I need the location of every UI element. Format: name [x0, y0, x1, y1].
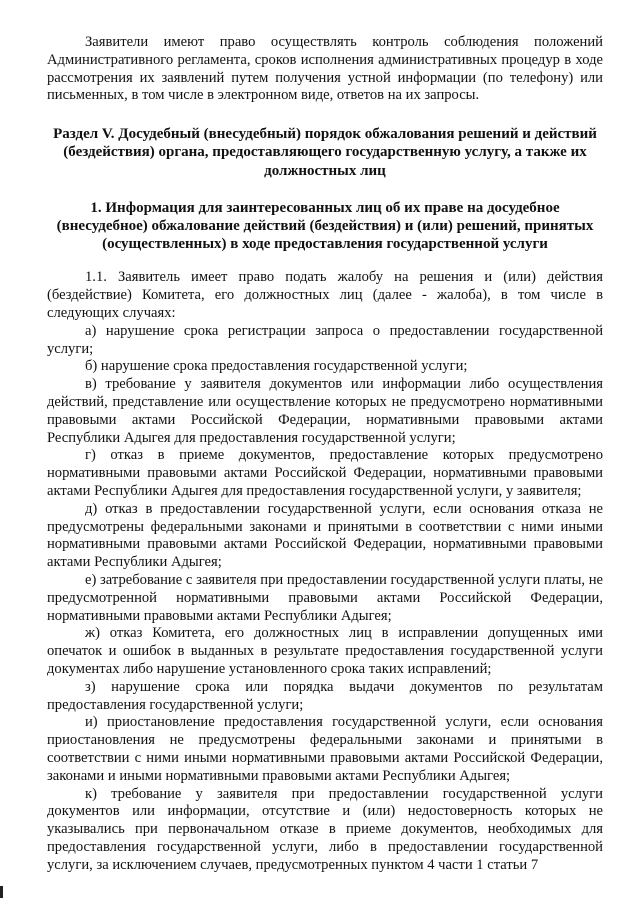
- list-item-d: д) отказ в предоставлении государственной услуги, если основания отказа не предусмотрены федеральными законами и принятыми в соответствии с ними иными нормативными правовыми актами Российской Федерации, нормативными правовыми актами Республики Адыгея;: [47, 500, 603, 571]
- list-item-z: з) нарушение срока или порядка выдачи документов по результатам предоставления государственной услуги;: [47, 678, 603, 713]
- list-item-v: в) требование у заявителя документов или информации либо осуществления действий, представление или осуществление которых не предусмотрено нормативными правовыми актами Российской Федерации, нормативными правовыми актами Республики Адыгея для предоставления государственной услуги;: [47, 376, 603, 446]
- list-item-g: г) отказ в приеме документов, предоставление которых предусмотрено нормативными правовыми актами Российской Федерации, нормативными правовыми актами Республики Адыгея для предоставления государственной услуги, у заявителя;: [47, 447, 603, 499]
- document-body: [47, 34, 603, 875]
- section-heading: Раздел V. Досудебный (внесудебный) порядок обжалования решений и действий (бездействия) органа, предоставляющего государственную услугу, а также их должностных лиц: [53, 126, 597, 179]
- list-item-e: е) затребование с заявителя при предоставлении государственной услуги платы, не предусмотренной нормативными правовыми актами Российской Федерации, нормативными правовыми актами Республики Адыгея;: [47, 571, 603, 624]
- list-item-a: а) нарушение срока регистрации запроса о предоставлении государственной услуги;: [47, 322, 603, 357]
- intro-paragraph: Заявители имеют право осуществлять контроль соблюдения положений Административного регламента, сроков исполнения административных процедур в ходе рассмотрения их заявлений путем получения устной информации (по телефону) или письменных, в том числе в электронном виде, ответов на их запросы.: [47, 34, 603, 104]
- scan-edge-mark: [0, 886, 3, 898]
- list-item-b: б) нарушение срока предоставления государственной услуги;: [85, 358, 468, 375]
- list-item-i: и) приостановление предоставления государственной услуги, если основания приостановления не предусмотрены федеральными законами и принятыми в соответствии с ними иными нормативными правовыми актами Российской Федерации, законами и иными нормативными правовыми актами Республики Адыгея;: [47, 714, 603, 784]
- subsection-heading: 1. Информация для заинтересованных лиц об их праве на досудебное (внесудебное) обжалование действий (бездействия) и (или) решений, принятых (осуществленных) в ходе предоставления государственной услуги: [56, 199, 594, 253]
- list-item-zh: ж) отказ Комитета, его должностных лиц в исправлении допущенных ими опечаток и ошибок в выданных в результате предоставления государственной услуги документах либо нарушение установленного срока таких исправлений;: [47, 625, 603, 677]
- clause-1-1: 1.1. Заявитель имеет право подать жалобу на решения и (или) действия (бездействие) Комитета, его должностных лиц (далее - жалоба), в том числе в следующих случаях:: [47, 269, 603, 321]
- list-item-k: к) требование у заявителя при предоставлении государственной услуги документов или информации, отсутствие и (или) недостоверность которых не указывались при первоначальном отказе в приеме документов, необходимых для предоставления государственной услуги, либо в предоставлении государственной услуги, за исключением случаев, предусмотренных пунктом 4 части 1 статьи 7: [47, 785, 603, 873]
